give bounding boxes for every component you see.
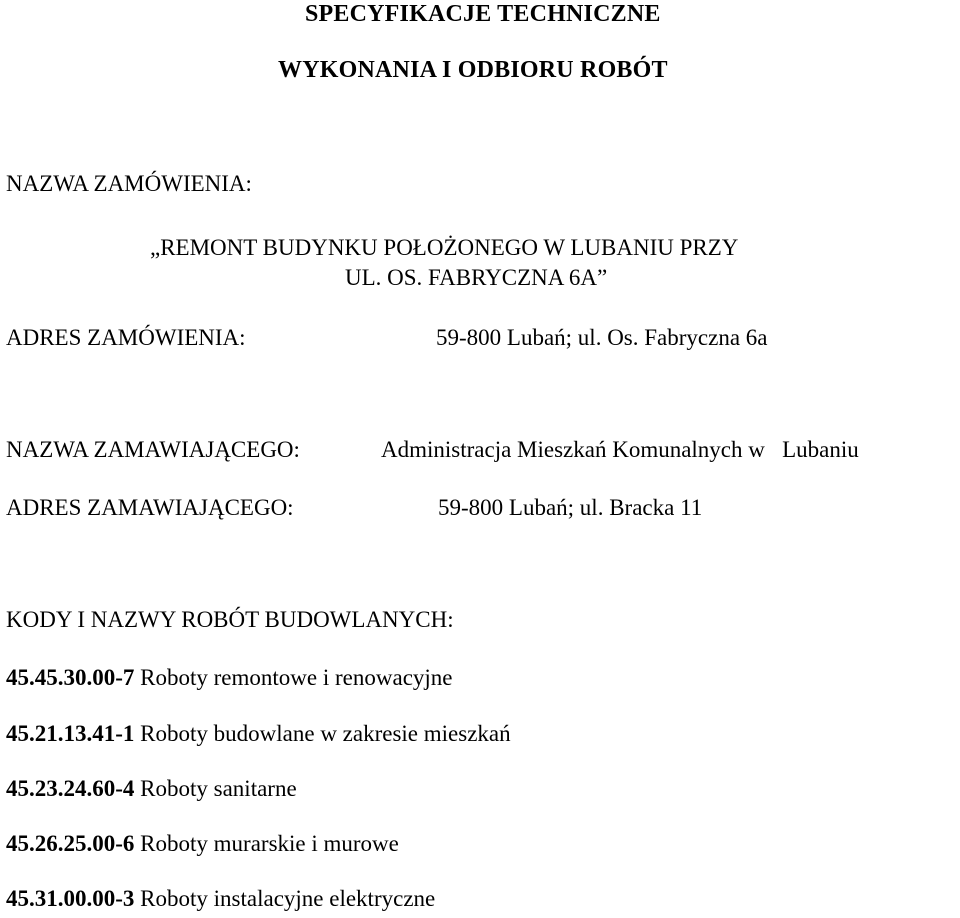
work-code: 45.23.24.60-4: [6, 776, 135, 801]
work-description: Roboty instalacyjne elektryczne: [140, 886, 436, 911]
codes-heading: KODY I NAZWY ROBÓT BUDOWLANYCH:: [6, 607, 454, 632]
list-item: [6, 887, 435, 910]
work-code: 45.21.13.41-1: [6, 721, 135, 746]
list-item: [6, 777, 297, 800]
client-address-value: 59-800 Lubań; ul. Bracka 11: [438, 495, 703, 520]
work-description: Roboty murarskie i murowe: [140, 831, 399, 856]
list-item: [6, 722, 511, 745]
order-name-line-2: UL. OS. FABRYCZNA 6A”: [345, 265, 608, 290]
order-address-label: ADRES ZAMÓWIENIA:: [6, 325, 246, 350]
document-title-line-1: SPECYFIKACJE TECHNICZNE: [305, 1, 661, 27]
work-description: Roboty remontowe i renowacyjne: [140, 665, 453, 690]
list-item: [6, 666, 453, 689]
list-item: [6, 832, 399, 855]
order-address-value: 59-800 Lubań; ul. Os. Fabryczna 6a: [436, 325, 768, 350]
client-name-label: NAZWA ZAMAWIAJĄCEGO:: [6, 437, 300, 462]
order-name-line-1: „REMONT BUDYNKU POŁOŻONEGO W LUBANIU PRZY: [150, 235, 739, 260]
work-description: Roboty sanitarne: [140, 776, 297, 801]
client-address-label: ADRES ZAMAWIAJĄCEGO:: [6, 495, 294, 520]
document-title-line-2: WYKONANIA I ODBIORU ROBÓT: [278, 57, 668, 83]
client-name-value: Administracja Mieszkań Komunalnych w Lubaniu: [381, 437, 859, 462]
work-code: 45.26.25.00-6: [6, 831, 135, 856]
order-name-label: NAZWA ZAMÓWIENIA:: [6, 171, 252, 196]
work-code: 45.45.30.00-7: [6, 665, 135, 690]
work-description: Roboty budowlane w zakresie mieszkań: [140, 721, 511, 746]
work-code: 45.31.00.00-3: [6, 886, 135, 911]
